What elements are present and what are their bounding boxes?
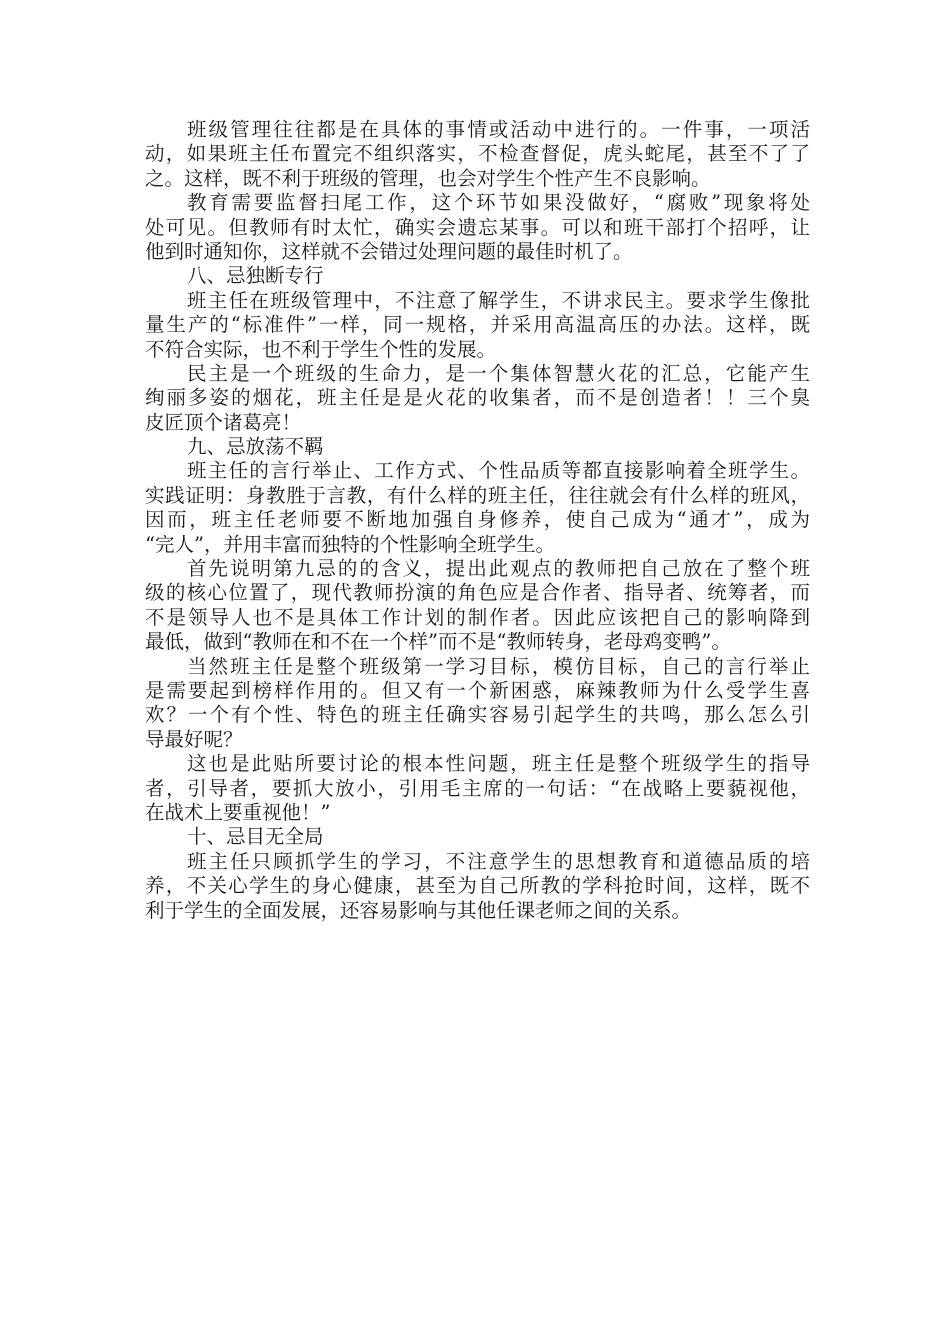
paragraph	[145, 191, 810, 264]
text-line: 这也是此贴所要讨论的根本性问题，班主任是整个班级学生的指导	[187, 752, 810, 776]
paragraph	[145, 362, 810, 435]
document-page	[145, 118, 810, 923]
text-line: 之。这样，既不利于班级的管理，也会对学生个性产生不良影响。	[145, 166, 711, 190]
text-line: 处可见。但教师有时太忙，确实会遗忘某事。可以和班干部打个招呼，让	[145, 215, 810, 239]
text-line: 量生产的“标准件”一样，同一规格，并采用高温高压的办法。这样，既	[145, 313, 810, 337]
text-line: 教育需要监督扫尾工作，这个环节如果没做好，“腐败”现象将处	[187, 191, 810, 215]
text-line: 不是领导人也不是具体工作计划的制作者。因此应该把自己的影响降到	[145, 605, 810, 629]
section-heading-text: 十、忌目无全局	[187, 825, 324, 849]
paragraph	[145, 459, 810, 557]
text-line: 最低，做到“教师在和不在一个样”而不是“教师转身，老母鸡变鸭”。	[145, 630, 731, 654]
text-line: 在战术上要重视他！”	[145, 800, 331, 824]
text-line: 养，不关心学生的身心健康，甚至为自己所教的学科抢时间，这样，既不	[145, 874, 810, 898]
text-line: 绚丽多姿的烟花，班主任是是火花的收集者，而不是创造者！！三个臭	[145, 386, 810, 410]
section-heading	[145, 435, 810, 459]
paragraph	[145, 118, 810, 191]
text-line: 导最好呢？	[145, 727, 243, 751]
text-line: “完人”，并用丰富而独特的个性影响全班学生。	[145, 532, 555, 556]
paragraph	[145, 752, 810, 825]
paragraph	[145, 655, 810, 753]
text-line: 实践证明：身教胜于言教，有什么样的班主任，往往就会有什么样的班风，	[145, 483, 810, 507]
text-line: 级的核心位置了，现代教师扮演的角色应是合作者、指导者、统筹者，而	[145, 581, 810, 605]
text-line: 动，如果班主任布置完不组织落实，不检查督促，虎头蛇尾，甚至不了了	[145, 142, 810, 166]
text-line: 欢？一个有个性、特色的班主任确实容易引起学生的共鸣，那么怎么引	[145, 703, 810, 727]
text-line: 不符合实际，也不利于学生个性的发展。	[145, 337, 497, 361]
text-line: 班主任的言行举止、工作方式、个性品质等都直接影响着全班学生。	[187, 459, 810, 483]
text-line: 因而，班主任老师要不断地加强自身修养，使自己成为“通才”，成为	[145, 508, 810, 532]
text-line: 班主任只顾抓学生的学习，不注意学生的思想教育和道德品质的培	[187, 849, 810, 873]
section-heading	[145, 825, 810, 849]
text-line: 他到时通知你，这样就不会错过处理问题的最佳时机了。	[145, 239, 633, 263]
text-line: 者，引导者，要抓大放小，引用毛主席的一句话：“在战略上要藐视他，	[145, 776, 810, 800]
section-heading	[145, 264, 810, 288]
text-line: 民主是一个班级的生命力，是一个集体智慧火花的汇总，它能产生	[187, 361, 810, 385]
text-line: 当然班主任是整个班级第一学习目标，模仿目标，自己的言行举止	[187, 654, 810, 678]
section-heading-text: 九、忌放荡不羁	[187, 435, 324, 459]
text-line: 皮匠顶个诸葛亮！	[145, 410, 302, 434]
text-line: 首先说明第九忌的的含义，提出此观点的教师把自己放在了整个班	[187, 557, 810, 581]
section-heading-text: 八、忌独断专行	[187, 264, 324, 288]
text-line: 利于学生的全面发展，还容易影响与其他任课老师之间的关系。	[145, 898, 692, 922]
paragraph	[145, 850, 810, 923]
paragraph	[145, 557, 810, 655]
paragraph	[145, 289, 810, 362]
text-line: 是需要起到榜样作用的。但又有一个新困惑，麻辣教师为什么受学生喜	[145, 678, 810, 702]
text-line: 班级管理往往都是在具体的事情或活动中进行的。一件事，一项活	[187, 118, 810, 141]
text-line: 班主任在班级管理中，不注意了解学生，不讲求民主。要求学生像批	[187, 288, 810, 312]
